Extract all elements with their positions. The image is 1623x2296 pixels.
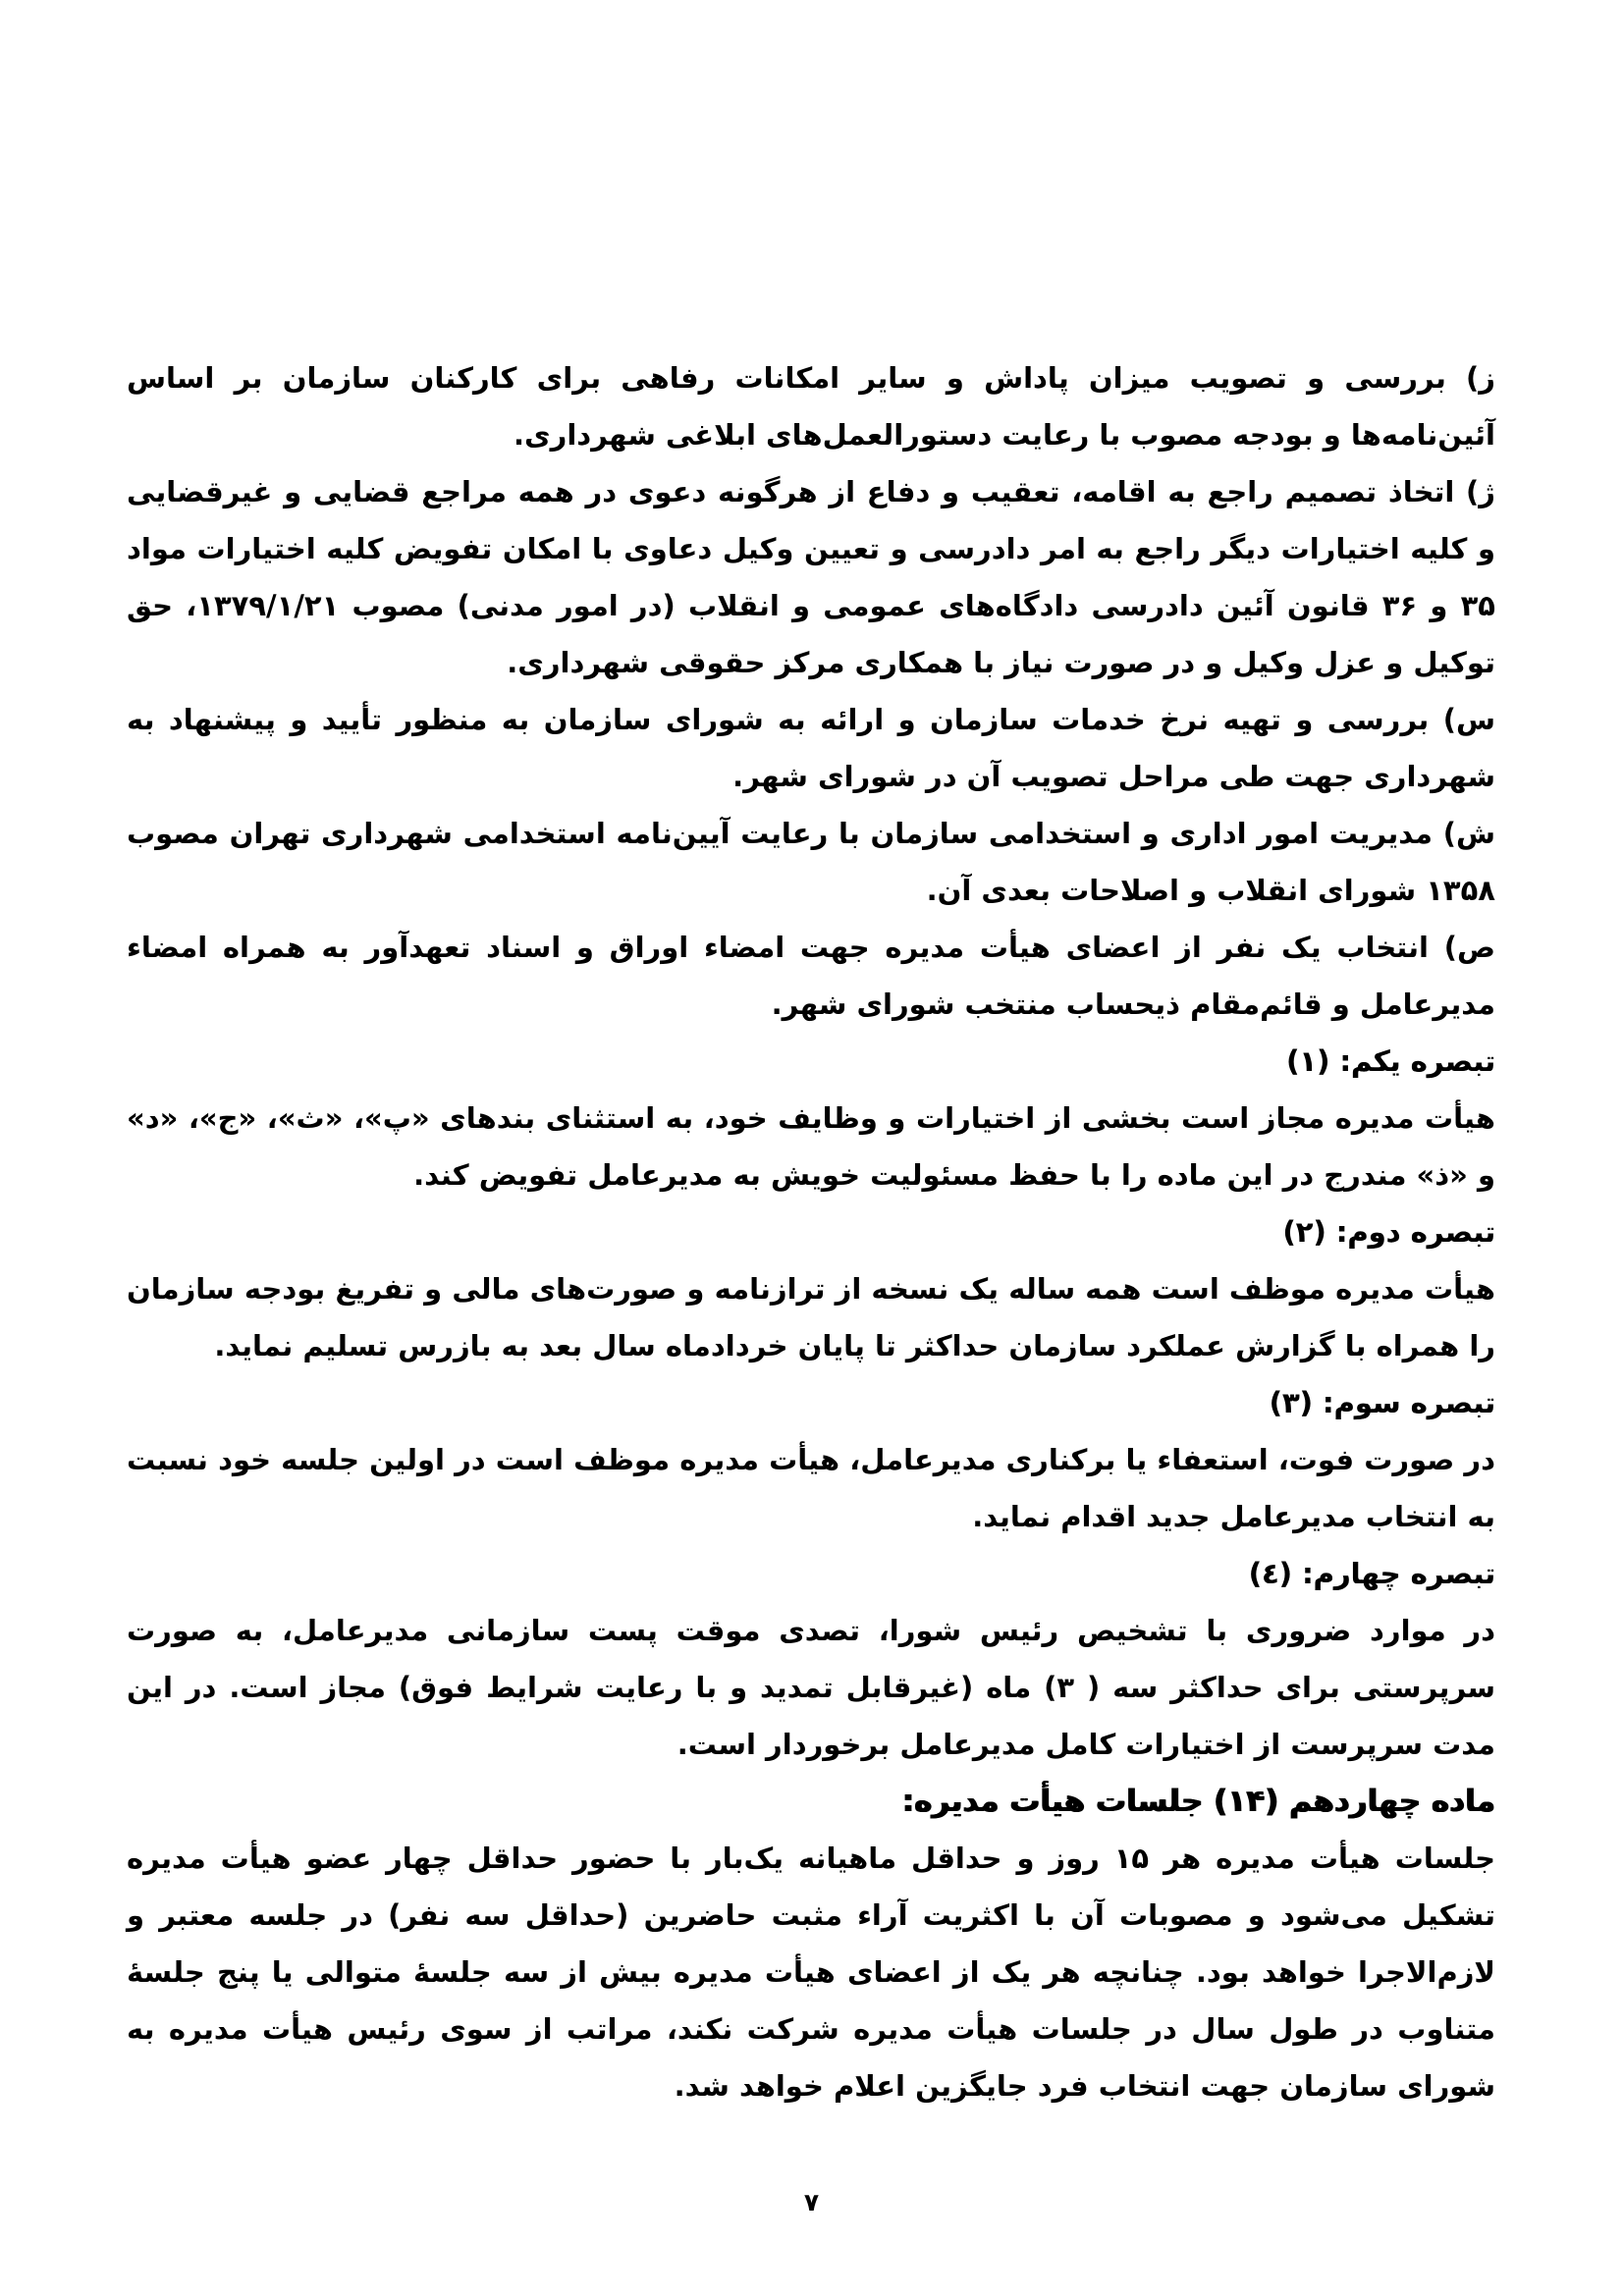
note-4-body: در موارد ضروری با تشخیص رئیس شورا، تصدی موقت پست سازمانی مدیرعامل، به صورت سرپرستی برای حداکثر سه ( ۳) ماه (غیرقابل تمدید و با رعایت شرایط فوق) مجاز است. در این مدت سرپرست از اختیارات کامل مدیرعامل برخوردار است. [127, 1614, 1495, 1761]
note-3-header: تبصره سوم: (۳) [1269, 1386, 1495, 1419]
document-body [127, 349, 1495, 2114]
clause-ze: ز) بررسی و تصویب میزان پاداش و سایر امکانات رفاهی برای کارکنان سازمان بر اساس آئین‌نامه‌ها و بودجه مصوب با رعایت دستورالعمل‌های ابلاغی شهرداری. [127, 361, 1495, 452]
clause-sad: ص) انتخاب یک نفر از اعضای هیأت مدیره جهت امضاء اوراق و اسناد تعهدآور به همراه امضاء مدیرعامل و قائم‌مقام ذیحساب منتخب شورای شهر. [127, 931, 1495, 1021]
note-2-body: هیأت مدیره موظف است همه ساله یک نسخه از ترازنامه و صورت‌های مالی و تفریغ بودجه سازمان را همراه با گزارش عملکرد سازمان حداکثر تا پایان خردادماه سال بعد به بازرس تسلیم نماید. [127, 1272, 1495, 1362]
clause-sin: س) بررسی و تهیه نرخ خدمات سازمان و ارائه به شورای سازمان به منظور تأیید و پیشنهاد به شهرداری جهت طی مراحل تصویب آن در شورای شهر. [127, 703, 1495, 793]
note-3-body: در صورت فوت، استعفاء یا برکناری مدیرعامل، هیأت مدیره موظف است در اولین جلسه خود نسبت به انتخاب مدیرعامل جدید اقدام نماید. [127, 1443, 1495, 1533]
article-14-header: ماده چهاردهم (۱۴) جلسات هیأت مدیره: [901, 1784, 1495, 1819]
page-number: ۷ [803, 2188, 820, 2216]
clause-shin: ش) مدیریت امور اداری و استخدامی سازمان با رعایت آیین‌نامه استخدامی شهرداری تهران مصوب ۱۳۵۸ شورای انقلاب و اصلاحات بعدی آن. [127, 817, 1495, 907]
clause-zhe: ژ) اتخاذ تصمیم راجع به اقامه، تعقیب و دفاع از هرگونه دعوی در همه مراجع قضایی و غیرقضایی و کلیه اختیارات دیگر راجع به امر دادرسی و تعیین وکیل دعاوی با امکان تفویض کلیه اختیارات مواد ۳۵ و ۳۶ قانون آئین دادرسی دادگاه‌های عمومی و انقلاب (در امور مدنی) مصوب ۱۳۷۹/۱/۲۱، حق توکیل و عزل وکیل و در صورت نیاز با همکاری مرکز حقوقی شهرداری. [127, 475, 1496, 679]
note-1-body: هیأت مدیره مجاز است بخشی از اختیارات و وظایف خود، به استثنای بندهای «پ»، «ث»، «ج»، «د» و «ذ» مندرج در این ماده را با حفظ مسئولیت خویش به مدیرعامل تفویض کند. [127, 1101, 1495, 1192]
note-2-header: تبصره دوم: (۲) [1282, 1215, 1495, 1249]
note-1-header: تبصره یکم: (۱) [1286, 1044, 1495, 1078]
note-4-header: تبصره چهارم: (٤) [1248, 1557, 1495, 1590]
article-14-body: جلسات هیأت مدیره هر ۱۵ روز و حداقل ماهیانه یک‌بار با حضور حداقل چهار عضو هیأت مدیره تشکیل می‌شود و مصوبات آن با اکثریت آراء مثبت حاضرین (حداقل سه نفر) در جلسه معتبر و لازم‌الاجرا خواهد بود. چنانچه هر یک از اعضای هیأت مدیره بیش از سه جلسهٔ متوالی یا پنج جلسهٔ متناوب در طول سال در جلسات هیأت مدیره شرکت نکند، مراتب از سوی رئیس هیأت مدیره به شورای سازمان جهت انتخاب فرد جایگزین اعلام خواهد شد. [127, 1842, 1495, 2103]
